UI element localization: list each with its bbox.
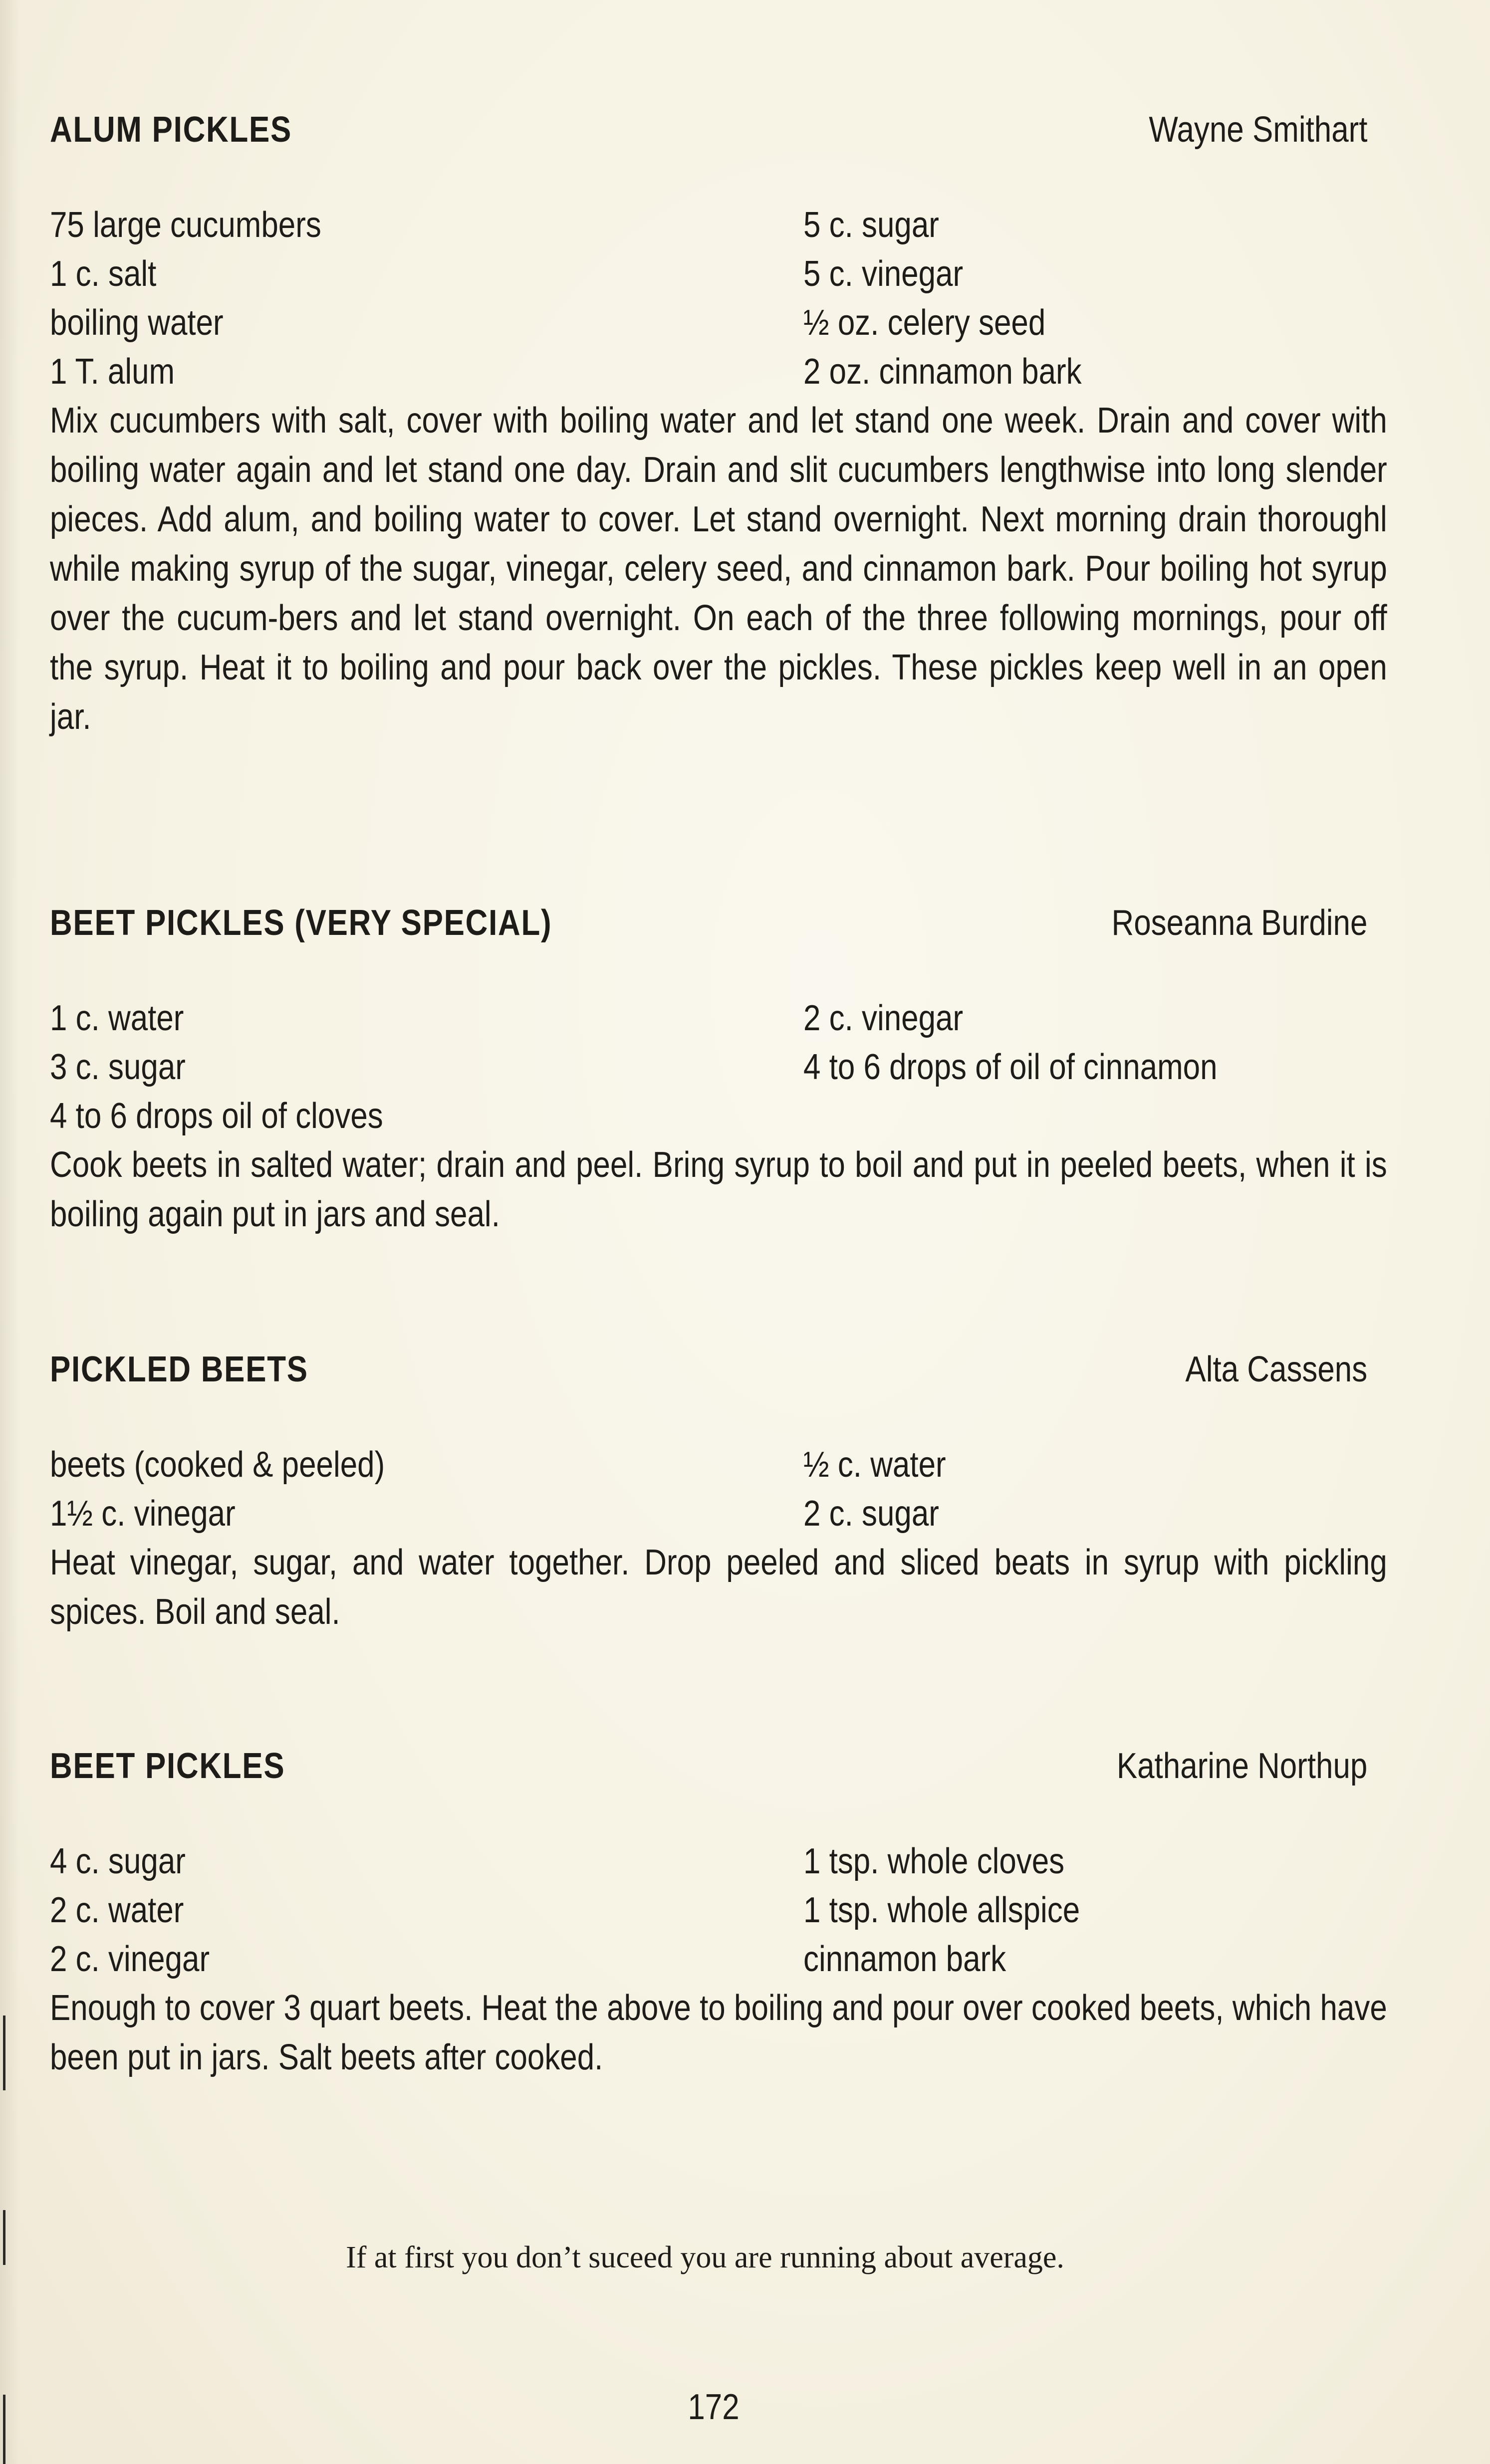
ingredients-left-column — [50, 201, 365, 396]
directions-text: Cook beets in salted water; drain and peel. Bring syrup to boil and put in peeled beets, when it is boiling again put in jars and seal. — [50, 1145, 1387, 1234]
ingredient-list — [50, 201, 1387, 396]
ingredient-list — [50, 1440, 1387, 1538]
directions-text: Mix cucumbers with salt, cover with boiling water and let stand one week. Drain and cover with boiling water again and let stand one day. Drain and slit cucumbers lengthwise into long slender pieces. Add alum, and boiling water to cover. Let stand overnight. Next morning drain thoroughl while making syrup of the sugar, vinegar, celery seed, and cinnamon bark. Pour boiling hot syrup over the cucum-bers and let stand overnight. On each of the three following mornings, pour off the syrup. Heat it to boiling and pour back over the pickles. These pickles keep well in an open jar. — [50, 401, 1387, 737]
ingredient: 1 c. water — [50, 998, 184, 1038]
ingredient: 4 to 6 drops oil of cloves — [50, 1096, 383, 1136]
page-number: 172 — [688, 2387, 740, 2427]
binding-mark — [3, 2395, 5, 2464]
directions-text: Enough to cover 3 quart beets. Heat the above to boiling and pour over cooked beets, which have been put in jars. Salt beets after cooked. — [50, 1988, 1387, 2077]
ingredient: 1 tsp. whole cloves — [803, 1841, 1065, 1881]
recipe-pickled-beets — [50, 1344, 1387, 1637]
recipe-alum-pickles — [50, 105, 1387, 742]
ingredient: ½ c. water — [803, 1445, 946, 1485]
recipe-beet-pickles — [50, 1741, 1387, 2082]
ingredient: 2 oz. cinnamon bark — [803, 352, 1082, 392]
recipe-header — [50, 898, 1387, 948]
recipe-title: BEET PICKLES (VERY SPECIAL) — [50, 903, 552, 943]
ingredient: beets (cooked & peeled) — [50, 1445, 385, 1485]
ingredient: 1 tsp. whole allspice — [803, 1890, 1080, 1930]
recipe-title: ALUM PICKLES — [50, 110, 292, 150]
recipe-directions — [50, 1984, 1387, 2082]
recipe-author: Katharine Northup — [1116, 1746, 1367, 1786]
ingredient: 2 c. vinegar — [803, 998, 964, 1038]
ingredient-list — [50, 994, 1387, 1140]
ingredients-right-column — [803, 1837, 1125, 1984]
recipe-directions — [50, 396, 1387, 742]
recipe-title: BEET PICKLES — [50, 1746, 285, 1786]
recipe-author: Wayne Smithart — [1148, 110, 1367, 150]
ingredient: 5 c. sugar — [803, 205, 939, 245]
footer-quote: If at first you don’t suceed you are running about average. — [346, 2240, 1064, 2274]
binding-mark — [3, 2016, 5, 2090]
ingredient: 4 c. sugar — [50, 1841, 186, 1881]
ingredients-right-column — [803, 201, 1127, 396]
ingredients-left-column — [50, 994, 437, 1140]
recipe-directions — [50, 1140, 1387, 1239]
ingredient: boiling water — [50, 303, 224, 343]
ingredient: cinnamon bark — [803, 1939, 1006, 1979]
ingredient: 75 large cucumbers — [50, 205, 321, 245]
ingredients-right-column — [803, 1440, 969, 1538]
ingredients-left-column — [50, 1837, 236, 1984]
ingredient: 2 c. vinegar — [50, 1939, 210, 1979]
binding-shadow — [0, 0, 20, 2464]
ingredients-left-column — [50, 1440, 440, 1538]
ingredient: 1½ c. vinegar — [50, 1494, 236, 1534]
ingredient: 5 c. vinegar — [803, 254, 964, 294]
ingredient: 4 to 6 drops of oil of cinnamon — [803, 1047, 1218, 1087]
ingredient: 2 c. water — [50, 1890, 184, 1930]
ingredient: 3 c. sugar — [50, 1047, 186, 1087]
directions-text: Heat vinegar, sugar, and water together. Drop peeled and sliced beats in syrup with pickling spices. Boil and seal. — [50, 1543, 1387, 1632]
recipe-title: PICKLED BEETS — [50, 1349, 308, 1389]
recipe-header — [50, 1741, 1387, 1791]
ingredient: 1 T. alum — [50, 352, 175, 392]
recipe-directions — [50, 1538, 1387, 1637]
ingredient: 2 c. sugar — [803, 1494, 939, 1534]
recipe-header — [50, 1344, 1387, 1394]
ingredients-right-column — [803, 994, 1285, 1092]
recipe-header — [50, 105, 1387, 155]
ingredient-list — [50, 1837, 1387, 1984]
recipe-beet-pickles-very-special — [50, 898, 1387, 1239]
ingredient: ½ oz. celery seed — [803, 303, 1046, 343]
recipe-author: Roseanna Burdine — [1111, 903, 1367, 943]
ingredient: 1 c. salt — [50, 254, 157, 294]
recipe-author: Alta Cassens — [1185, 1349, 1367, 1389]
